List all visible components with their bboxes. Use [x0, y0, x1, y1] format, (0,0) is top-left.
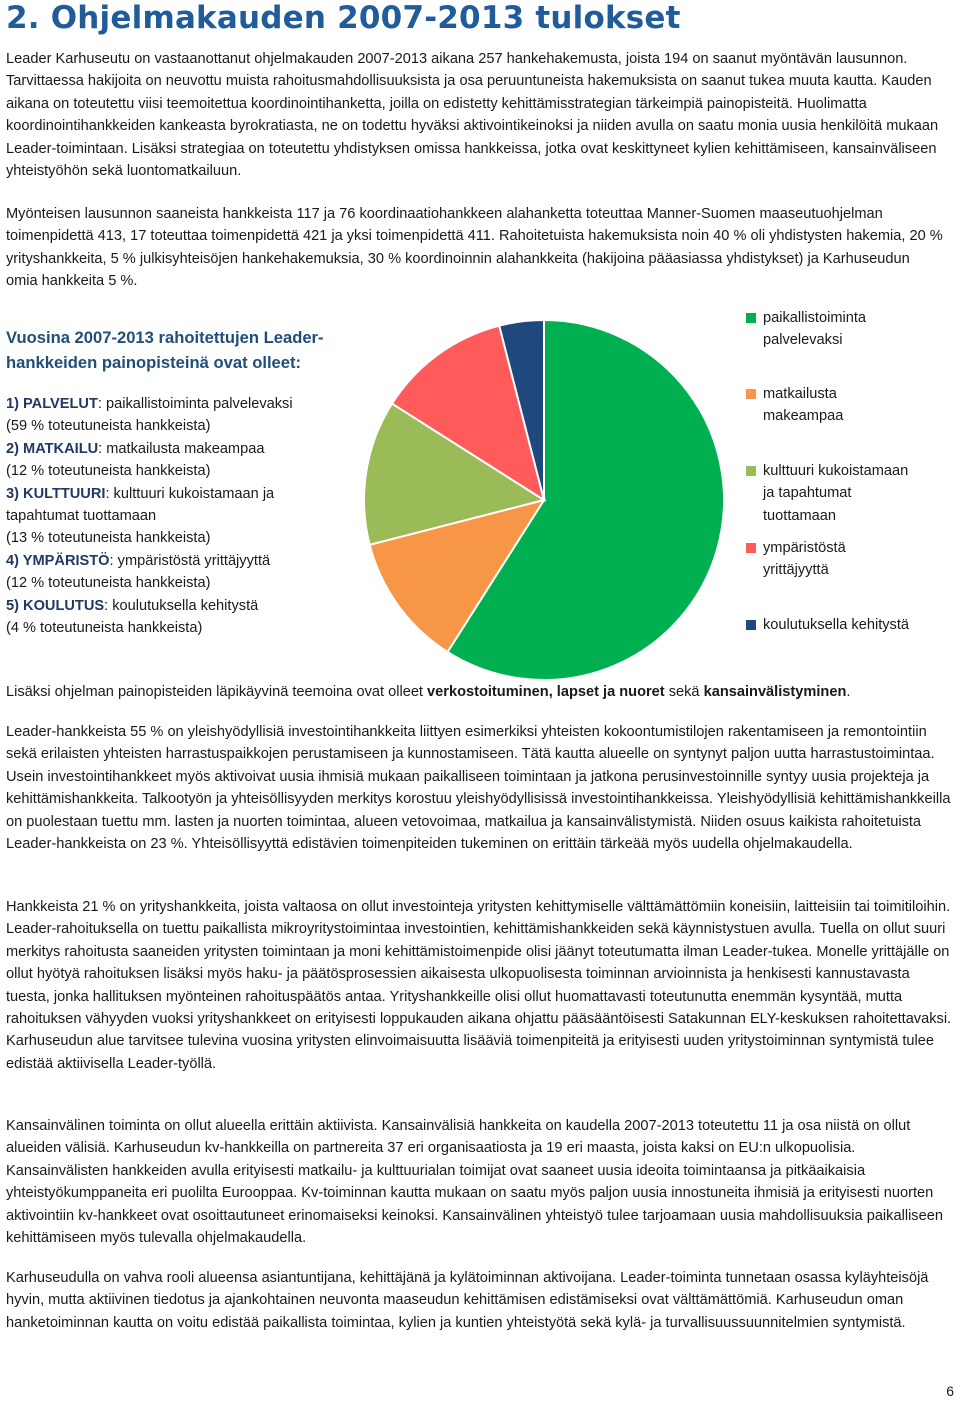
- legend-label-line: ympäristöstä: [763, 540, 846, 556]
- legend-label-line: kulttuuri kukoistamaan: [763, 463, 909, 479]
- legend-label: [763, 537, 953, 582]
- legend-swatch: [746, 620, 756, 630]
- themes-paragraph: [6, 681, 954, 703]
- page-number: 6: [946, 1383, 954, 1399]
- international-paragraph: Kansainvälinen toiminta on ollut alueella erittäin aktiivista. Kansainvälisiä hankkeita on kaudella 2007-2013 toteutettu 11 ja osa niistä on ollut alueiden välisiä. Karhuseudun kv-hankkeilla on partnereita 37 eri organisaatiosta ja 19 eri maasta, joista kaksi on EU:n ulkopuolisia. Kansainvälisten hankkeiden avulla erityisesti matkailu- ja kulttuurialan toimijat ovat saaneet uusia ideoita toimintaansa ja pitkäaikaisia yhteistyökumppaneita eri puolilta Eurooppaa. Kv-toiminnan kautta mukaan on saatu myös paljon uusia innostuneita ihmisiä ja erityisesti nuorten aktivointiin kv-hankkeet ovat osoittautuneet erinomaiseksi keinoksi. Kansainvälinen yhteistyö tulee tarjoamaan uusia mahdollisuuksia paikalliseen kehittämiseen myös tulevalla ohjelmakaudella.: [6, 1118, 943, 1247]
- focus-areas-pie-chart: [350, 316, 740, 686]
- themes-conjunction: sekä: [664, 684, 704, 700]
- focus-area-description: : kulttuuri kukoistamaan ja tapahtumat tuottamaan: [6, 485, 275, 525]
- focus-area-share: (4 % toteutuneista hankkeista): [6, 620, 203, 637]
- focus-area-number: 2): [6, 440, 24, 457]
- legend-swatch: [746, 466, 756, 476]
- focus-area-keyword: YMPÄRISTÖ: [22, 552, 110, 569]
- theme-children-youth: lapset ja nuoret: [556, 684, 665, 700]
- focus-area-number: 1): [6, 396, 24, 412]
- statistics-text-end: omia hankkeita 5 %.: [6, 273, 138, 290]
- page-title: 2. Ohjelmakauden 2007-2013 tulokset: [6, 0, 681, 36]
- focus-area-number: 3): [6, 485, 24, 502]
- focus-area-item: [6, 550, 346, 595]
- legend-label-line: koulutuksella kehitystä: [763, 617, 910, 633]
- focus-area-keyword: KULTTUURI: [23, 485, 106, 502]
- legend-label-line: palvelevaksi: [763, 332, 843, 349]
- focus-area-share: (59 % toteutuneista hankkeista): [6, 418, 211, 435]
- focus-area-description: : matkailusta makeampaa: [98, 440, 265, 457]
- focus-area-share: (12 % toteutuneista hankkeista): [6, 575, 211, 592]
- intro-paragraph: Leader Karhuseutu on vastaanottanut ohjelmakauden 2007-2013 aikana 257 hankehakemusta, joista 194 on saanut myöntävän lausunnon. Tarvittaessa hakijoita on neuvottu muista rahoitusmahdollisuuksista ja osa peruuntuneista hakemuksista on saanut tukea muuta kautta. Kauden aikana on toteutettu viisi teemoitettua koordinointihanketta, joilla on edistetty kehittämisstrategian tärkeimpiä painopisteitä. Huolimatta koordinointihankkeiden kankeasta byrokratiasta, ne on todettu hyväksi aktivointikeinoksi ja niiden avulla on saatu monia uusia henkilöitä mukaan Leader-toimintaan. Lisäksi strategiaa on toteutettu yhdistyksen omissa hankkeissa, jotka ovat keskittyneet kylien kehittämiseen, kansainväliseen yhteistyöhön sekä luontomatkailuun.: [6, 51, 939, 180]
- legend-label-line: paikallistoiminta: [763, 310, 867, 326]
- investment-paragraph: Leader-hankkeista 55 % on yleishyödyllisiä investointihankkeita liittyen esimerkiksi yhteisten kokoontumistilojen rakentamiseen ja remontointiin sekä erilaisten yhteisten harrastuspaikkojen perustamiseen ja kunnostamiseen. Tätä kautta alueelle on syntynyt paljon uutta harrastustoimintaa. Usein investointihankkeet myös aktivoivat uusia ihmisiä mukaan paikalliseen toimintaan ja jatkona perusinvestoinnille syntyy uusia projekteja ja kehittämishankkeita. Talkootyön ja yhteisöllisyyden merkitys korostuu yleishyödyllisissä investointihankkeissa. Yleishyödyllisiä kehittämishankkeilla on puolestaan tuettu mm. lasten ja nuorten toimintaa, alueen vetovoimaa, matkailua ja kansainvälistymistä. Niiden osuus kaikista rahoitetuista Leader-hankkeista on 23 %. Yhteisöllisyyttä edistävien toimenpiteiden tukeminen on erittäin tärkeää myös uudella ohjelmakaudella.: [6, 724, 951, 853]
- focus-areas-heading: Vuosina 2007-2013 rahoitettujen Leader-hankkeiden painopisteinä ovat olleet:: [6, 328, 324, 372]
- legend-label-line: yrittäjyyttä: [763, 562, 829, 579]
- themes-end: .: [846, 684, 851, 700]
- legend-label-line: makeampaa: [763, 408, 844, 425]
- focus-area-share: (13 % toteutuneista hankkeista): [6, 530, 211, 547]
- legend-swatch: [746, 543, 756, 553]
- focus-area-item: [6, 483, 346, 550]
- statistics-text: Myönteisen lausunnon saaneista hankkeista 117 ja 76 koordinaatiohankkeen alahanketta toteuttaa Manner-Suomen maaseutuohjelman toimenpidettä 413, 17 toteuttaa toimenpidettä 421 ja yksi toimenpidettä 411. Rahoitetuista hakemuksista noin 40 % oli yhdistysten hakemia, 20 % yrityshankkeita, 5 % julkisyhteisöjen hankehakemuksia, 30 % koordinoinnin alahankkeita (hakijoina pääasiassa yhdistykset) ja Karhuseudun: [6, 206, 943, 267]
- legend-label-line: tuottamaan: [763, 507, 837, 524]
- theme-internationalisation: kansainvälistyminen: [703, 684, 847, 700]
- expert-role-paragraph: Karhuseudulla on vahva rooli alueensa asiantuntijana, kehittäjänä ja kylätoiminnan aktivoijana. Leader-toiminta tunnetaan osassa kyläyhteisöjä hyvin, mutta aktiivinen tiedotus ja ajankohtainen neuvonta maaseudun kehittämisen edistämiseksi ovat välttämättömiä. Karhuseudun oman hanketoiminnan kautta on voitu edistää paikallista toimintaa, kylien ja kuntien yhteistyötä sekä kylä- ja turvallisuussuunnitelmien syntymistä.: [6, 1270, 929, 1331]
- focus-area-share: (12 % toteutuneista hankkeista): [6, 463, 211, 480]
- legend-label: [763, 614, 953, 636]
- focus-area-item: [6, 595, 346, 640]
- focus-areas-list: [6, 326, 346, 639]
- focus-area-description: : paikallistoiminta palvelevaksi: [97, 396, 293, 412]
- focus-area-description: : koulutuksella kehitystä: [104, 597, 259, 614]
- focus-area-number: 5): [6, 597, 24, 614]
- legend-swatch: [746, 313, 756, 323]
- theme-separator: ,: [548, 684, 557, 700]
- legend-label: [763, 460, 953, 527]
- theme-networking: verkostoituminen: [427, 684, 549, 700]
- legend-label: [763, 307, 953, 352]
- focus-area-keyword: KOULUTUS: [23, 597, 105, 614]
- legend-label: [763, 383, 953, 428]
- focus-area-number: 4): [6, 552, 23, 569]
- focus-areas-items: [6, 393, 346, 639]
- legend-label-line: ja tapahtumat: [763, 485, 852, 502]
- legend-label-line: matkailusta: [763, 386, 837, 402]
- enterprise-paragraph: Hankkeista 21 % on yrityshankkeita, joista valtaosa on ollut investointeja yritysten kehittymiselle välttämättömiin koneisiin, laitteisiin tai toimitiloihin. Leader-rahoituksella on tuettu paikallista mikroyritystoimintaa investointien, kehittämishankkeiden sekä käynnistystuen avulla. Tuella on ollut suuri merkitys rahoitusta saaneiden yritysten toimintaan ja moni kehittämistoimenpide olisi jäänyt toteutumatta ilman Leader-tukea. Monelle yrittäjälle on ollut hyötyä rahoituksen lisäksi myös haku- ja päätösprosessien aikaisesta ulkopuolisesta toiminnan arvioinnista ja henkisesti kannustavasta tuesta, jonka hallituksen myönteinen rahoituspäätös antaa. Yrityshankkeille olisi ollut huomattavasti toteutunutta enemmän kysyntää, mutta rahoituksen vähyyden vuoksi yrityshankkeet on erityisesti loppukauden aikana ohjattu pääsääntöisesti Satakunnan ELY-keskuksen rahoitettavaksi. Karhuseudun alue tarvitsee tulevina vuosina yritysten elinvoimaisuutta lisääviä toimenpiteitä ja erityisesti uuden yritystoiminnan syntymistä tulee edistää aktiivisella Leader-työllä.: [6, 899, 952, 1072]
- focus-area-description: : ympäristöstä yrittäjyyttä: [109, 552, 271, 569]
- focus-area-item: [6, 393, 346, 438]
- statistics-paragraph: [6, 203, 954, 293]
- legend-swatch: [746, 389, 756, 399]
- focus-area-item: [6, 438, 346, 483]
- themes-text: Lisäksi ohjelman painopisteiden läpikäyvinä teemoina ovat olleet: [6, 684, 428, 700]
- focus-area-keyword: MATKAILU: [23, 440, 99, 457]
- focus-area-keyword: PALVELUT: [23, 396, 98, 412]
